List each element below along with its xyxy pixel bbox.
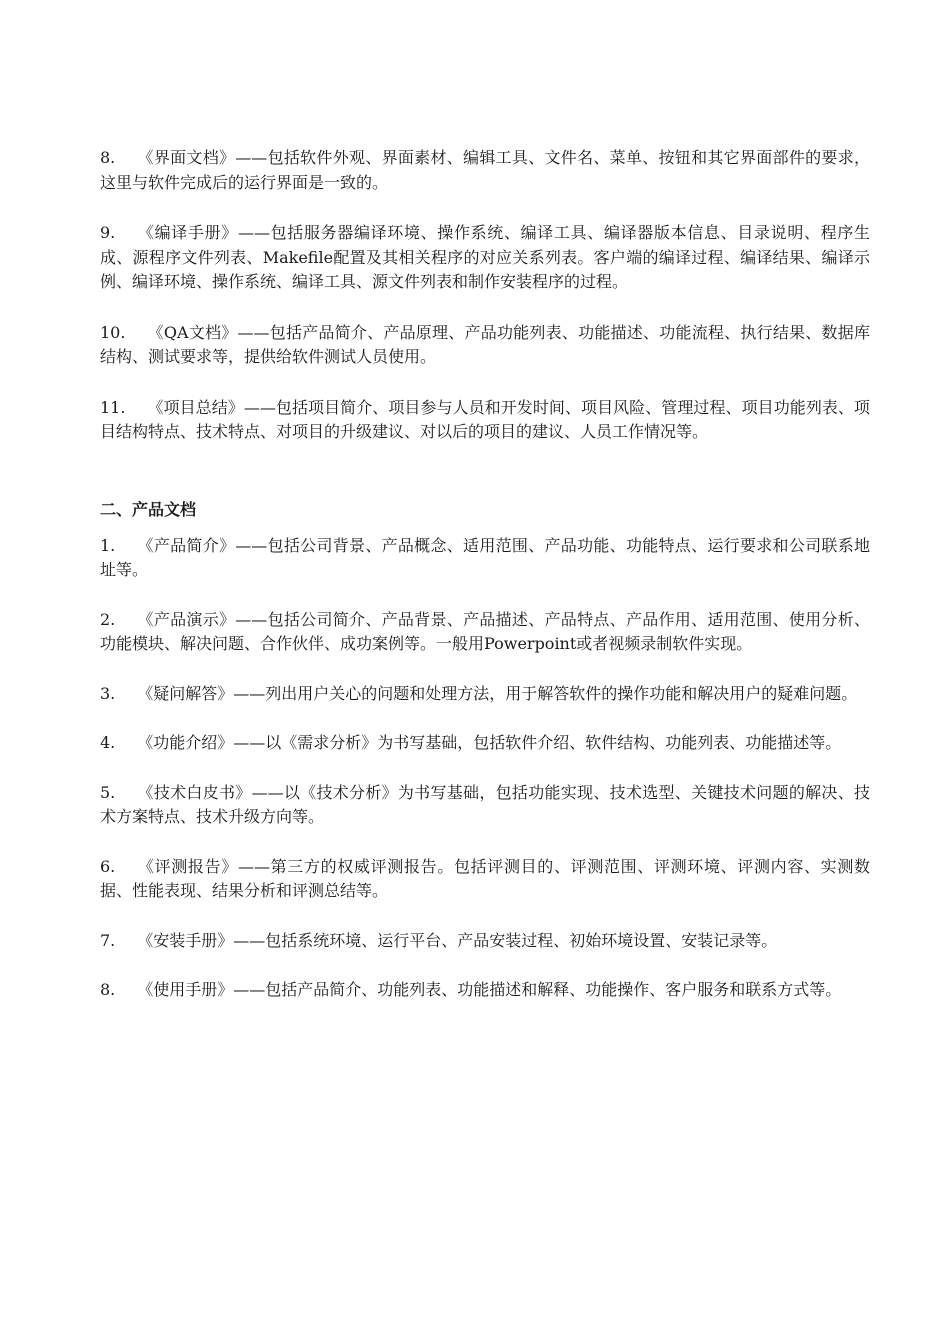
item-text: 《编译手册》——包括服务器编译环境、操作系统、编译工具、编译器版本信息、目录说明、程序生成、源程序文件列表、Makefile配置及其相关程序的对应关系列表。客户端的编译过程、编译结果、编译示例、编译环境、操作系统、编译工具、源文件列表和制作安装程序的过程。 [100,223,870,291]
list-item [100,731,870,756]
item-number: 6. [100,856,116,876]
list-item [100,321,870,370]
item-number: 5. [100,782,116,802]
item-number: 3. [100,683,116,703]
item-text: 《评测报告》——第三方的权威评测报告。包括评测目的、评测范围、评测环境、评测内容、实测数据、性能表现、结果分析和评测总结等。 [100,856,870,900]
item-number: 11. [100,397,126,417]
item-number: 7. [100,930,116,950]
section-product-docs [100,498,870,1003]
list-item [100,608,870,657]
list-item [100,396,870,445]
item-number: 4. [100,733,116,752]
list-item [100,221,870,295]
item-text: 《项目总结》——包括项目简介、项目参与人员和开发时间、项目风险、管理过程、项目功能列表、项目结构特点、技术特点、对项目的升级建议、对以后的项目的建议、人员工作情况等。 [100,397,870,441]
item-number: 2. [100,609,116,629]
item-text: 《产品演示》——包括公司简介、产品背景、产品描述、产品特点、产品作用、适用范围、使用分析、功能模块、解决问题、合作伙伴、成功案例等。一般用Powerpoint或者视频录制软件实现。 [100,609,870,653]
item-text: 《功能介绍》——以《需求分析》为书写基础，包括软件介绍、软件结构、功能列表、功能描述等。 [137,733,842,752]
item-text: 《疑问解答》——列出用户关心的问题和处理方法，用于解答软件的操作功能和解决用户的疑难问题。 [137,683,858,703]
item-number: 8. [100,980,116,999]
section-heading: 二、产品文档 [100,499,197,519]
list-item [100,978,870,1003]
item-text: 《技术白皮书》——以《技术分析》为书写基础，包括功能实现、技术选型、关键技术问题的解决、技术方案特点、技术升级方向等。 [100,782,870,826]
item-text: 《QA文档》——包括产品简介、产品原理、产品功能列表、功能描述、功能流程、执行结果、数据库结构、测试要求等，提供给软件测试人员使用。 [100,322,870,366]
item-text: 《产品简介》——包括公司背景、产品概念、适用范围、产品功能、功能特点、运行要求和公司联系地址等。 [100,535,870,579]
section-project-docs [100,146,870,445]
item-text: 《使用手册》——包括产品简介、功能列表、功能描述和解释、功能操作、客户服务和联系方式等。 [137,980,842,999]
list-item [100,855,870,904]
item-number: 10. [100,322,126,342]
document-page [100,146,870,1028]
list-item [100,682,870,707]
item-number: 9. [100,223,116,242]
list-item [100,534,870,583]
item-text: 《界面文档》——包括软件外观、界面素材、编辑工具、文件名、菜单、按钮和其它界面部件的要求，这里与软件完成后的运行界面是一致的。 [100,148,870,192]
list-item [100,781,870,830]
item-number: 1. [100,535,116,555]
list-item [100,146,870,195]
list-item [100,929,870,954]
item-text: 《安装手册》——包括系统环境、运行平台、产品安装过程、初始环境设置、安装记录等。 [137,930,778,950]
item-number: 8. [100,148,116,167]
